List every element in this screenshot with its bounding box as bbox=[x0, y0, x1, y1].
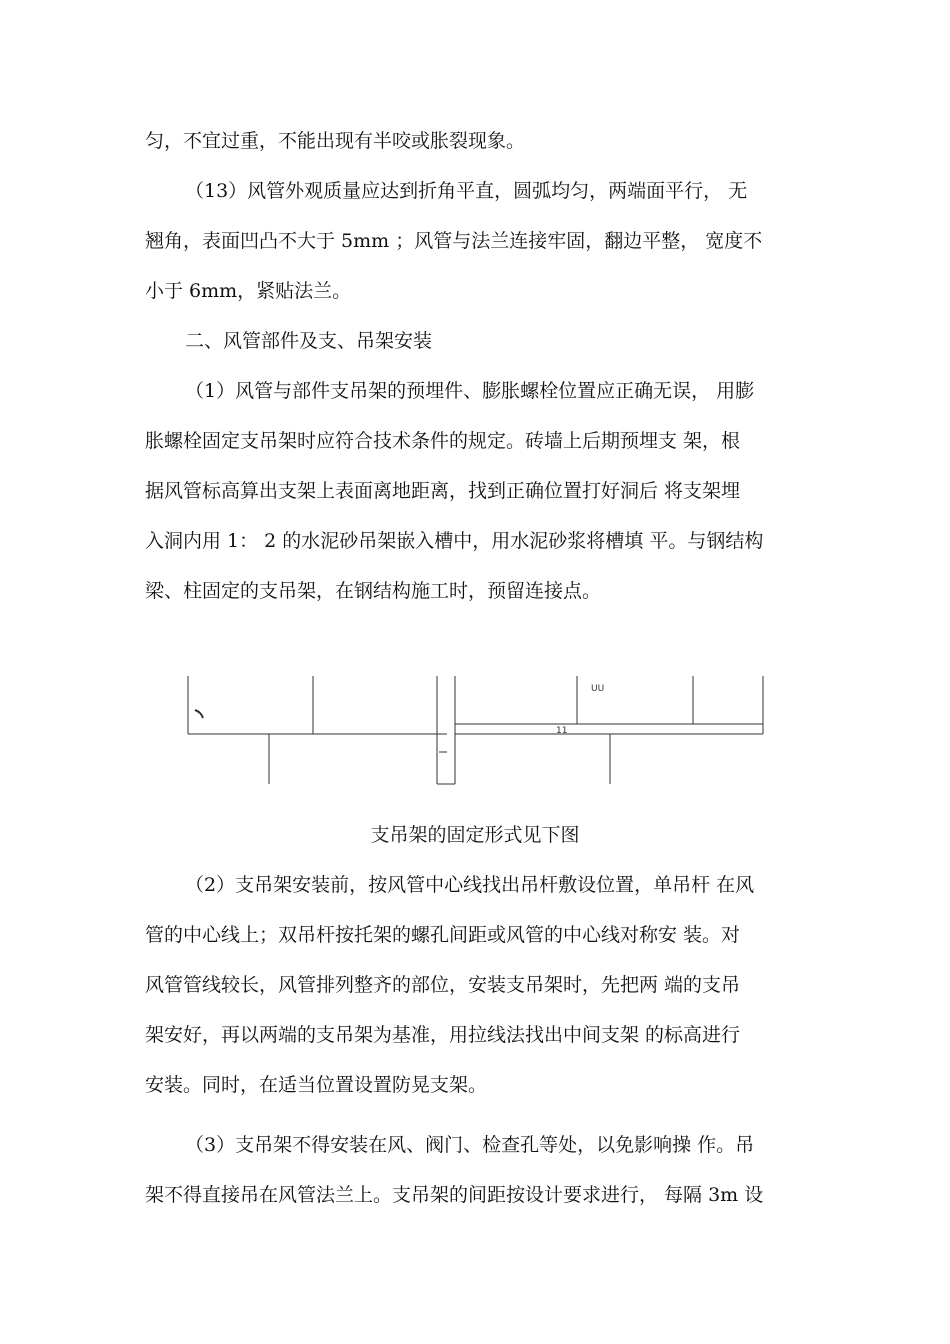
hook-mark bbox=[195, 710, 203, 718]
text-line: 管的中心线上；双吊杆按托架的螺孔间距或风管的中心线对称安 装。对 bbox=[145, 924, 741, 946]
text-line: 架不得直接吊在风管法兰上。支吊架的间距按设计要求进行， 每隔 3m 设 bbox=[145, 1184, 764, 1206]
text-line: 翘角，表面凹凸不大于 5mm ；风管与法兰连接牢固，翻边平整， 宽度不 bbox=[145, 230, 763, 252]
text-line: 胀螺栓固定支吊架时应符合技术条件的规定。砖墙上后期预埋支 架，根 bbox=[145, 430, 741, 452]
text-line: （1）风管与部件支吊架的预埋件、膨胀螺栓位置应正确无误， 用膨 bbox=[185, 380, 755, 402]
paragraph-13 bbox=[145, 166, 835, 316]
paragraph-2 bbox=[145, 860, 835, 1110]
figure-caption: 支吊架的固定形式见下图 bbox=[370, 824, 580, 846]
diagram-label-11: 11 bbox=[556, 726, 568, 736]
text-line: 小于 6mm，紧贴法兰。 bbox=[145, 280, 352, 302]
paragraph-3 bbox=[145, 1120, 835, 1220]
text-line: 梁、柱固定的支吊架，在钢结构施工时，预留连接点。 bbox=[145, 580, 602, 602]
text-line: （2）支吊架安装前，按风管中心线找出吊杆敷设位置，单吊杆 在风 bbox=[185, 874, 755, 896]
text-line: 入洞内用 1： 2 的水泥砂吊架嵌入槽中，用水泥砂浆将槽填 平。与钢结构 bbox=[145, 530, 764, 552]
diagram-label-uu: UU bbox=[591, 684, 605, 694]
text-line: 匀，不宜过重，不能出现有半咬或胀裂现象。 bbox=[145, 130, 526, 152]
paragraph-continuation bbox=[145, 116, 835, 166]
text-line: 安装。同时，在适当位置设置防晃支架。 bbox=[145, 1074, 488, 1096]
text-line: 风管管线较长，风管排列整齐的部位，安装支吊架时，先把两 端的支吊 bbox=[145, 974, 741, 996]
text-line: （3）支吊架不得安装在风、阀门、检查孔等处，以免影响操 作。吊 bbox=[185, 1134, 755, 1156]
text-line: 据风管标高算出支架上表面离地距离，找到正确位置打好洞后 将支架埋 bbox=[145, 480, 741, 502]
text-line: （13）风管外观质量应达到折角平直，圆弧均匀，两端面平行， 无 bbox=[185, 180, 748, 202]
section-heading: 二、风管部件及支、吊架安装 bbox=[185, 330, 433, 352]
paragraph-1 bbox=[145, 366, 835, 616]
text-line: 架安好，再以两端的支吊架为基准，用拉线法找出中间支架 的标高进行 bbox=[145, 1024, 741, 1046]
support-hanger-diagram bbox=[185, 672, 767, 790]
